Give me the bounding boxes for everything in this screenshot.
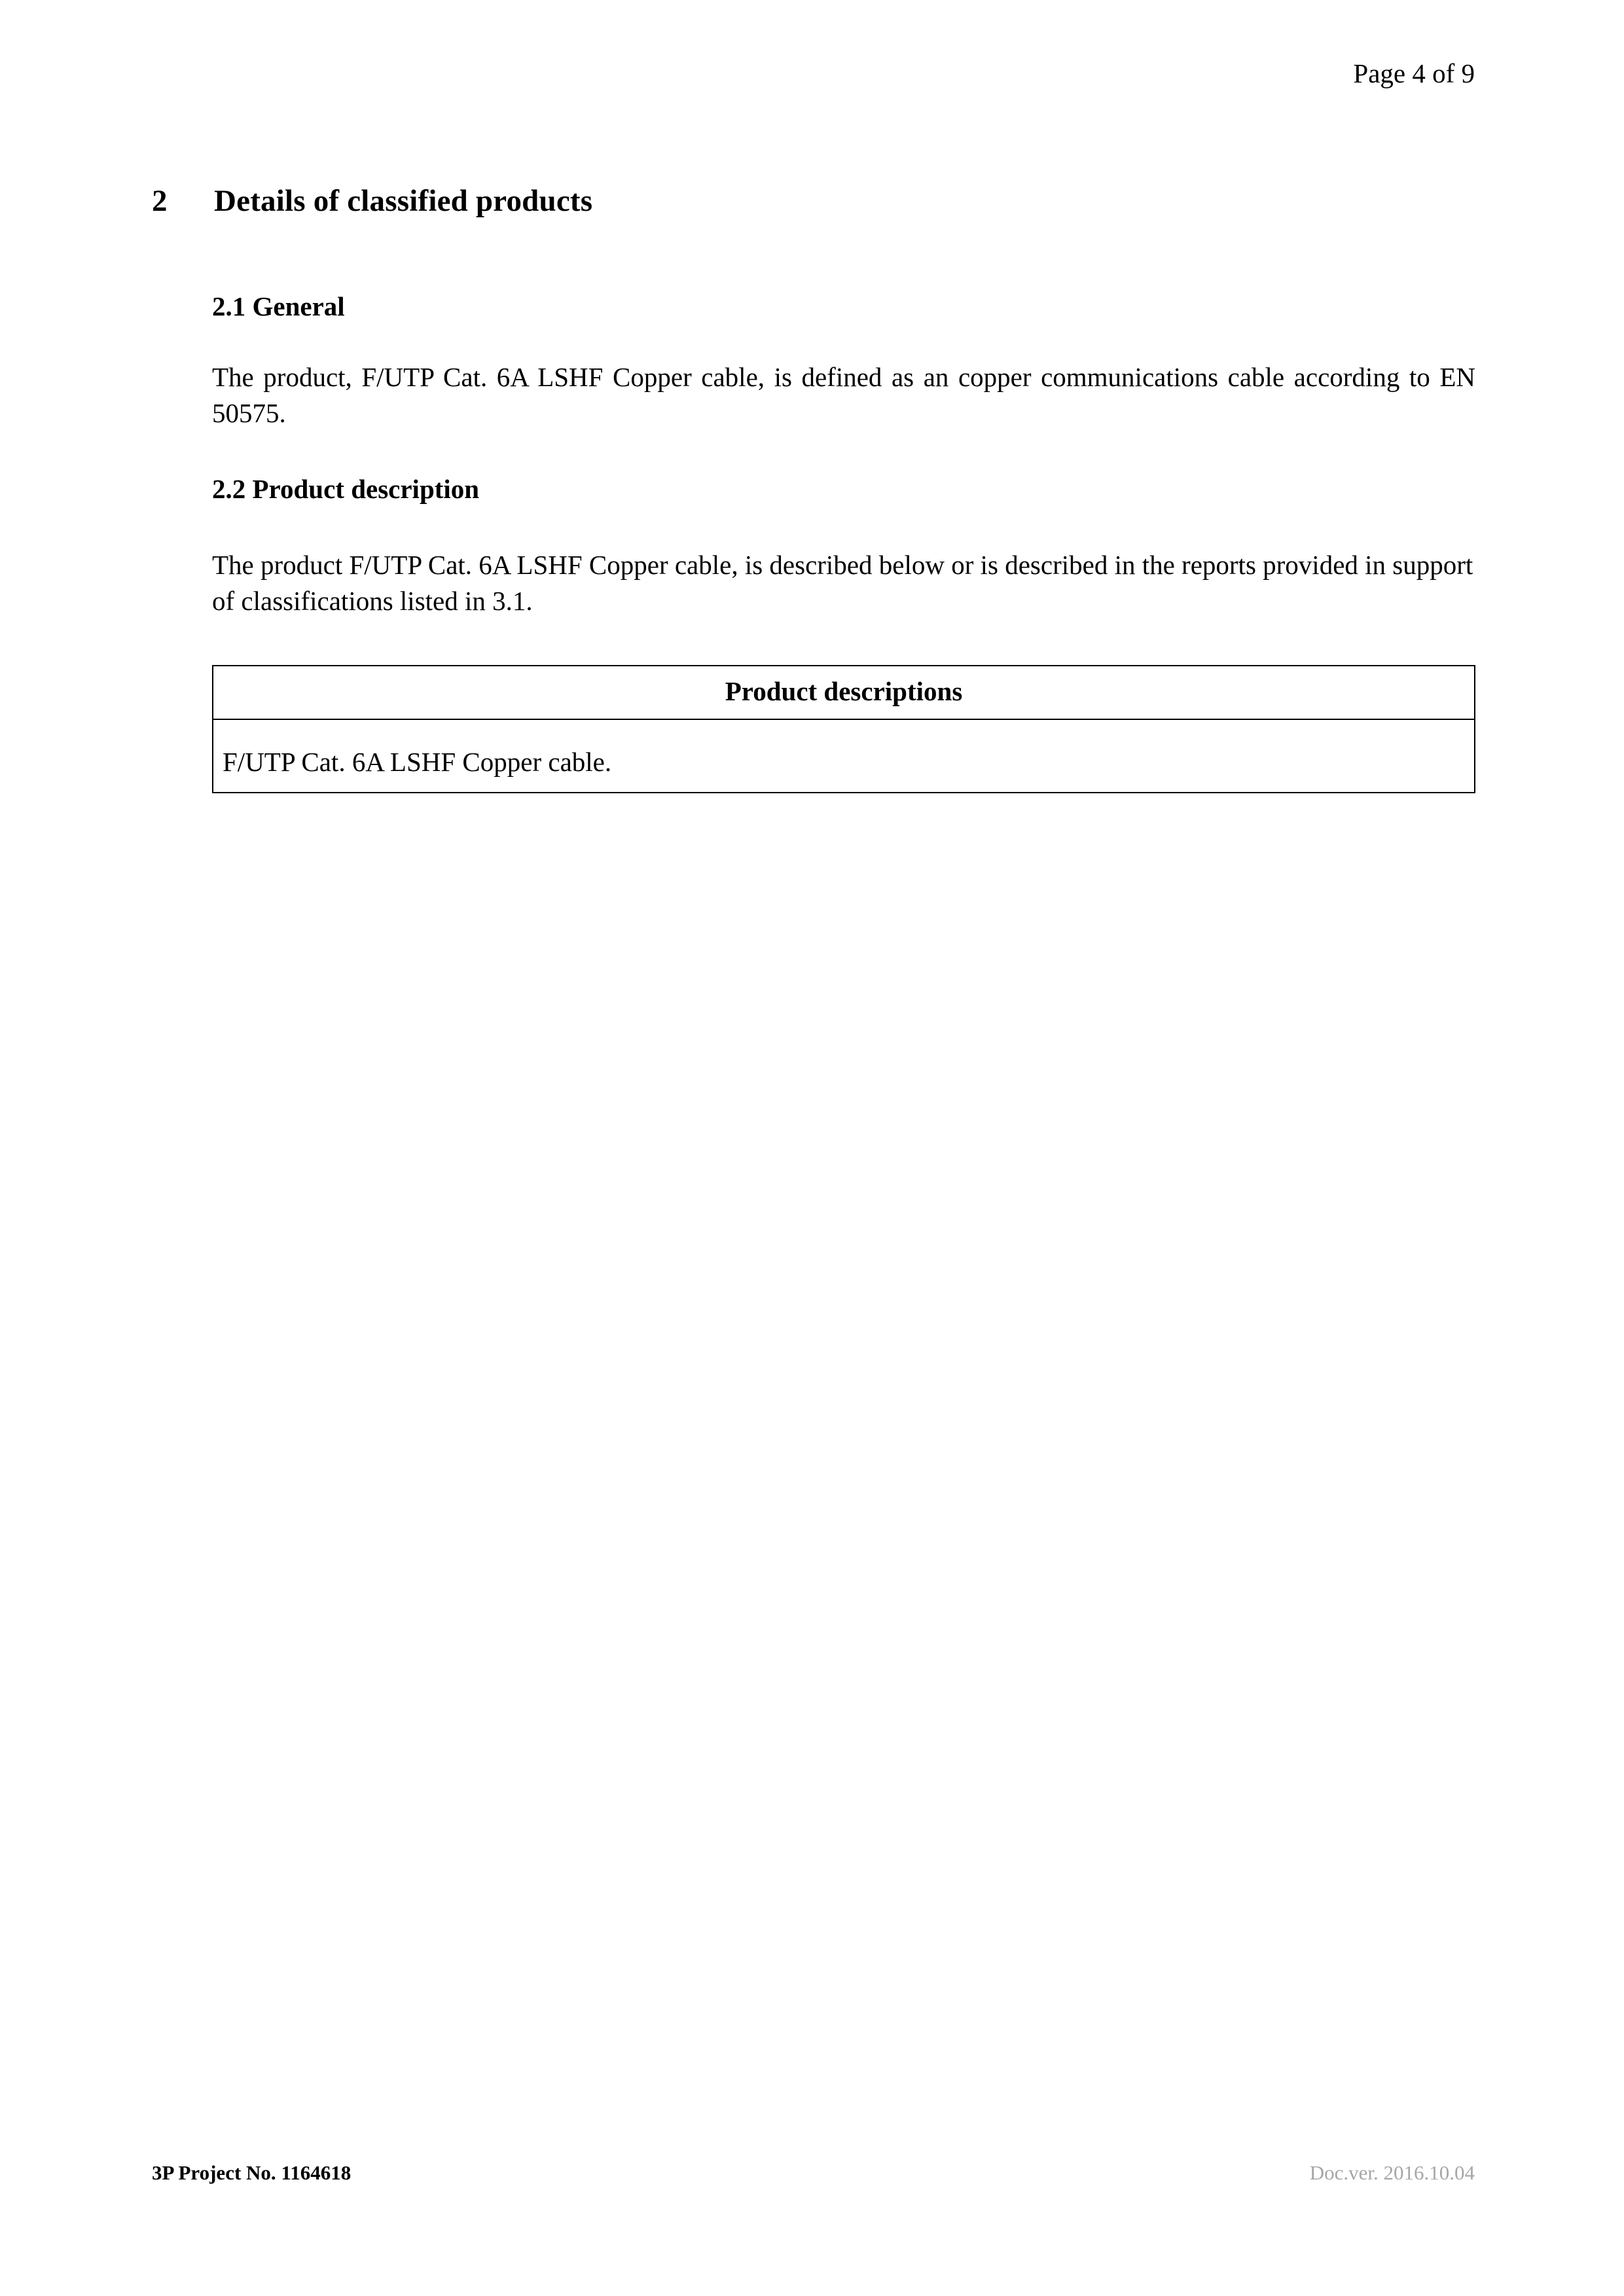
page-content [152,183,1475,793]
table-cell-product-description: F/UTP Cat. 6A LSHF Copper cable. [213,719,1475,793]
product-descriptions-table [212,665,1475,793]
table-row [213,719,1475,793]
footer-project-number: 3P Project No. 1164618 [152,2161,352,2184]
table-header-product-descriptions: Product descriptions [213,666,1475,719]
section-title: Details of classified products [214,184,593,218]
subsection-heading-general: 2.1 General [212,291,345,321]
page-number-header: Page 4 of 9 [1353,58,1475,88]
page-footer [152,2161,1475,2185]
subsection-paragraph-general: The product, F/UTP Cat. 6A LSHF Copper cable, is defined as an copper communications cable according to EN 50575. [212,362,1475,429]
section-number: 2 [152,184,168,218]
footer-doc-version: Doc.ver. 2016.10.04 [1309,2161,1475,2184]
subsection-paragraph-product-description: The product F/UTP Cat. 6A LSHF Copper cable, is described below or is described in the reports provided in support of classifications listed in 3.1. [212,550,1473,617]
table-header-row [213,666,1475,719]
subsection-heading-product-description: 2.2 Product description [212,474,480,505]
section-heading [152,183,1475,219]
subsection-general [212,289,1475,793]
